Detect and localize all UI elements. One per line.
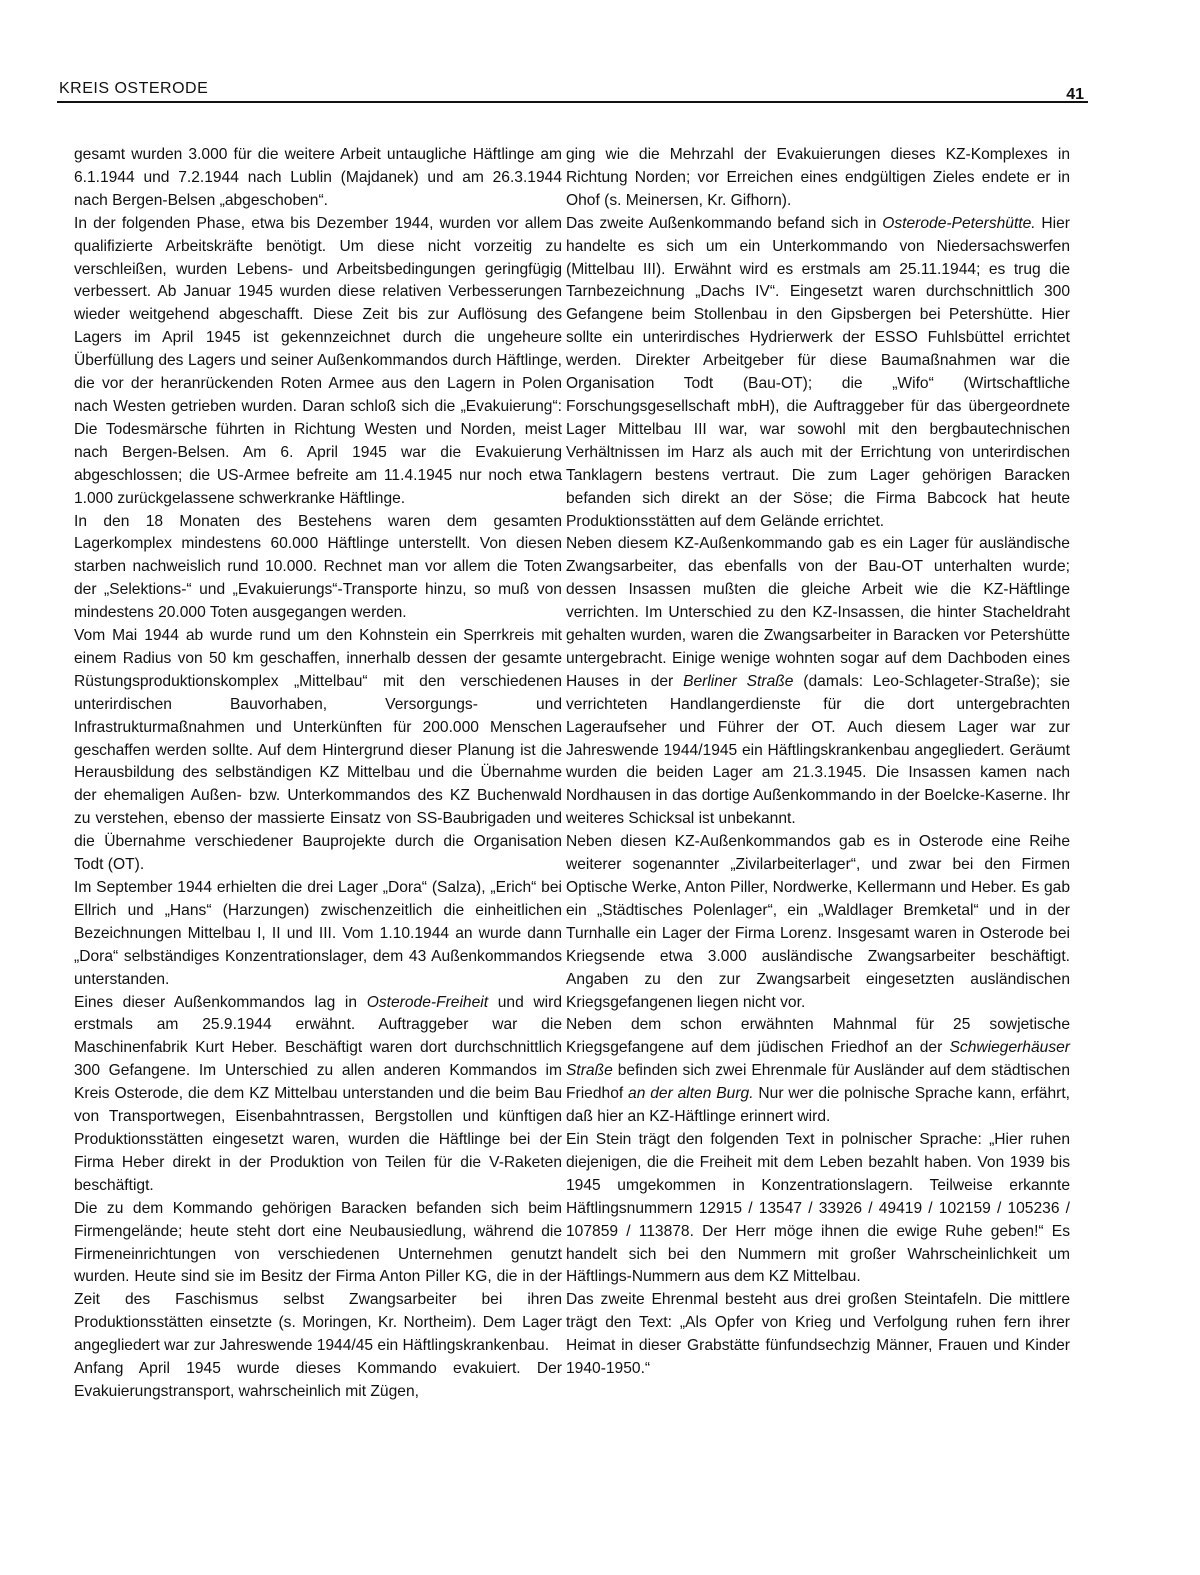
header-rule [57,101,1088,103]
place-name: an der alten Burg. [628,1085,754,1103]
text-run: Neben diesem KZ-Außenkommando gab es ein Lager für ausländische Zwangsarbeiter, das ebenfalls von der Bau-OT unterhalten wurde; dessen Insassen mußten die gleiche Arbeit wie die KZ-Häftlinge verrichten. Im Unterschied zu den KZ-Insassen, die hinter Stacheldraht gehalten wurden, waren die Zwangsarbeiter in Baracken vor Petershütte untergebracht. Einige wenige wohnten sogar auf dem Dachboden eines Hauses in der [566,535,1070,690]
text-run: Das zweite Außenkommando befand sich in [566,214,883,232]
paragraph: gesamt wurden 3.000 für die weitere Arbeit untaugliche Häftlinge am 6.1.1944 und 7.2.1944 nach Lublin (Majdanek) und am 26.3.1944 nach Bergen-Belsen „abgeschoben“. [74,146,562,209]
paragraph: Im September 1944 erhielten die drei Lager „Dora“ (Salza), „Erich“ bei Ellrich und „Hans“ (Harzungen) zwischenzeitlich die einheitlichen Bezeichnungen Mittelbau I, II und III. Vom 1.10.1944 an wurde dann „Dora“ selbständiges Konzentrationslager, dem 43 Außenkommandos unterstanden. [74,879,562,988]
paragraph: Ein Stein trägt den folgenden Text in polnischer Sprache: „Hier ruhen diejenigen, die die Freiheit mit dem Leben bezahlt haben. Von 1939 bis 1945 umgekommen in Konzentrationslagern. Teilweise erkannte Häftlingsnummern 12915 / 13547 / 33926 / 49419 / 102159 / 105236 / 107859 / 113878. Der Herr möge ihnen die ewige Ruhe geben!“ Es handelt sich bei den Nummern mit großer Wahrscheinlichkeit um Häftlings-Nummern aus dem KZ Mittelbau. [566,1130,1070,1286]
right-column [566,144,1070,1381]
street-name: Berliner Straße [683,672,794,690]
paragraph: Neben diesen KZ-Außenkommandos gab es in Osterode eine Reihe weiterer sogenannter „Zivilarbeiterlager“, und zwar bei den Firmen Optische Werke, Anton Piller, Nordwerke, Kellermann und Heber. Es gab ein „Städtisches Polenlager“, ein „Waldlager Bremketal“ und in der Turnhalle ein Lager der Firma Lorenz. Insgesamt waren in Osterode bei Kriegsende etwa 3.000 ausländische Zwangsarbeiter beschäftigt. Angaben zu den zur Zwangsarbeit eingesetzten ausländischen Kriegsgefangenen liegen nicht vor. [566,833,1070,1011]
text-run: Eines dieser Außenkommandos lag in [74,993,367,1011]
paragraph [566,213,1070,534]
paragraph: Anfang April 1945 wurde dieses Kommando evakuiert. Der Evakuierungstransport, wahrscheinlich mit Zügen, [74,1360,562,1400]
text-run: befinden sich zwei Ehrenmale für Ausländer auf dem städtischen Friedhof [566,1062,1070,1103]
page-number: 41 [1066,86,1084,103]
text-run: Hier handelte es sich um ein Unterkommando von Niedersachswerfen (Mittelbau III). Erwähnt wird es erstmals am 25.11.1944; es trug die Tarnbezeichnung „Dachs IV“. Eingesetzt waren durchschnittlich 300 Gefangene beim Stollenbau in den Gipsbergen bei Petershütte. Hier sollte ein unterirdisches Hydrierwerk der ESSO Fuhlsbüttel errichtet werden. Direkter Arbeitgeber für diese Baumaßnahmen war die Organisation Todt (Bau-OT); die „Wifo“ (Wirtschaftliche Forschungsgesellschaft mbH), die Auftraggeber für das übergeordnete Lager Mittelbau III war, war sowohl mit den bergbautechnischen Verhältnissen im Harz als auch mit der Errichtung von unterirdischen Tanklagern bestens vertraut. Die zum Lager gehörigen Baracken befanden sich direkt an der Söse; die Firma Babcock hat heute Produktionsstätten auf dem Gelände errichtet. [566,214,1070,530]
paragraph [566,1014,1070,1129]
paragraph [74,992,562,1198]
place-name: Osterode-Freiheit [366,993,489,1011]
paragraph: Das zweite Ehrenmal besteht aus drei großen Steintafeln. Die mittlere trägt den Text: „Als Opfer von Krieg und Verfolgung ruhen fern ihrer Heimat in dieser Grabstätte fünfundsechzig Männer, Frauen und Kinder 1940-1950.“ [566,1291,1070,1378]
paragraph: Vom Mai 1944 ab wurde rund um den Kohnstein ein Sperrkreis mit einem Radius von 50 km geschaffen, innerhalb dessen der gesamte Rüstungsproduktionskomplex „Mittelbau“ mit den verschiedenen unterirdischen Bauvorhaben, Versorgungs- und Infrastrukturmaßnahmen und Unterkünften für 200.000 Menschen geschaffen werden sollte. Auf dem Hintergrund dieser Planung ist die Herausbildung des selbständigen KZ Mittelbau und die Übernahme der ehemaligen Außen- bzw. Unterkommandos des KZ Buchenwald zu verstehen, ebenso der massierte Einsatz von SS-Baubrigaden und die Übernahme verschiedener Bauprojekte durch die Organisation Todt (OT). [74,627,562,874]
place-name: Osterode-Petershütte. [882,214,1036,232]
paragraph: ging wie die Mehrzahl der Evakuierungen dieses KZ-Komplexes in Richtung Norden; vor Erreichen eines endgültigen Zieles endete er in Ohof (s. Meinersen, Kr. Gifhorn). [566,146,1070,209]
paragraph [566,533,1070,831]
text-run: (damals: Leo-Schlageter-Straße); sie verrichteten Handlangerdienste für die dort untergebrachten Lageraufseher und Führer der OT. Auch diesem Lager war zur Jahreswende 1944/1945 ein Häftlingskrankenbau angegliedert. Geräumt wurden die beiden Lager am 21.3.1945. Die Insassen kamen nach Nordhausen in das dortige Außenkommando in der Boelcke-Kaserne. Ihr weiteres Schicksal ist unbekannt. [566,672,1070,828]
paragraph: In der folgenden Phase, etwa bis Dezember 1944, wurden vor allem qualifizierte Arbeitskräfte benötigt. Um diese nicht vorzeitig zu verschleißen, wurden Lebens- und Arbeitsbedingungen geringfügig verbessert. Ab Januar 1945 wurden diese relativen Verbesserungen wieder weitgehend abgeschafft. Diese Zeit bis zur Auflösung des Lagers im April 1945 ist gekennzeichnet durch die ungeheure Überfüllung des Lagers und seiner Außenkommandos durch Häftlinge, die vor der heranrückenden Roten Armee aus den Lagern in Polen nach Westen getrieben wurden. Daran schloß sich die „Evakuierung“: Die Todesmärsche führten in Richtung Westen und Norden, meist nach Bergen-Belsen. Am 6. April 1945 war die Evakuierung abgeschlossen; die US-Armee befreite am 11.4.1945 nur noch etwa 1.000 zurückgelassene schwerkranke Häftlinge. [74,214,562,507]
text-run: und wird erstmals am 25.9.1944 erwähnt. Auftraggeber war die Maschinenfabrik Kurt Heber. Beschäftigt waren dort durchschnittlich 300 Gefangene. Im Unterschied zu allen anderen Kommandos im Kreis Osterode, die dem KZ Mittelbau unterstanden und die beim Bau von Transportwegen, Eisenbahntrassen, Bergstollen und künftigen Produktionsstätten eingesetzt waren, wurden die Häftlinge bei der Firma Heber direkt in der Produktion von Teilen für die V-Raketen beschäftigt. [74,993,562,1194]
running-title: KREIS OSTERODE [59,80,209,97]
text-run: Neben dem schon erwähnten Mahnmal für 25 sowjetische Kriegsgefangene auf dem jüdischen Friedhof an der [566,1016,1070,1057]
street-name: Schwiegerhäuser Straße [566,1039,1070,1080]
paragraph: In den 18 Monaten des Bestehens waren dem gesamten Lagerkomplex mindestens 60.000 Häftlinge unterstellt. Von diesen starben nachweislich rund 10.000. Rechnet man vor allem die Toten der „Selektions-“ und „Evakuierungs“-Transporte hinzu, so muß von mindestens 20.000 Toten ausgegangen werden. [74,512,562,622]
paragraph: Die zu dem Kommando gehörigen Baracken befanden sich beim Firmengelände; heute steht dort eine Neubausiedlung, während die Firmeneinrichtungen von verschiedenen Unternehmen genutzt wurden. Heute sind sie im Besitz der Firma Anton Piller KG, die in der Zeit des Faschismus selbst Zwangsarbeiter bei ihren Produktionsstätten einsetzte (s. Moringen, Kr. Northeim). Dem Lager angegliedert war zur Jahreswende 1944/45 ein Häftlingskrankenbau. [74,1199,562,1355]
text-run: Nur wer die polnische Sprache kann, erfährt, daß hier an KZ-Häftlinge erinnert wird. [566,1085,1070,1126]
left-column [74,144,562,1404]
